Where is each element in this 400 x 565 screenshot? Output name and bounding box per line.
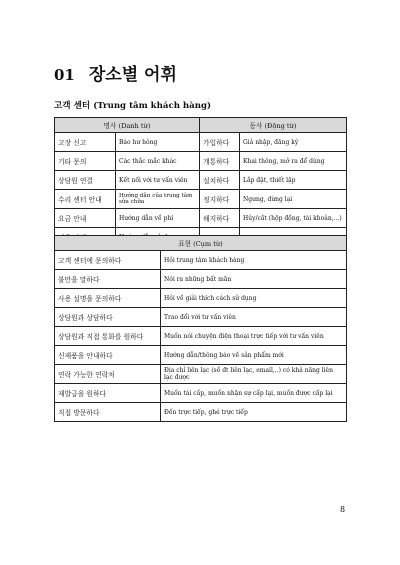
vocabulary-header-row [55, 118, 347, 133]
phrase-vietnamese-cell: Địa chỉ liên lạc (số đt liên lạc, email,..) có khả năng liên lạc được [161, 365, 347, 384]
phrase-korean-cell: 고객 센터에 문의하다 [55, 251, 161, 270]
table-row [55, 251, 347, 270]
noun-vietnamese-cell: Hướng dẫn của trung tâm sửa chữa [116, 190, 200, 209]
chapter-number: 01 [54, 66, 75, 84]
table-row [55, 152, 347, 171]
section-title-vi: (Trung tâm khách hàng) [93, 101, 212, 111]
phrase-korean-cell: 상담원과 상담하다 [55, 308, 161, 327]
table-row [55, 171, 347, 190]
noun-vietnamese-cell: Báo hư hỏng [116, 133, 200, 152]
verb-vietnamese-cell: Khai thông, mở ra để dùng [240, 152, 347, 171]
table-row [55, 270, 347, 289]
phrase-korean-cell: 재발급을 원하다 [55, 384, 161, 403]
noun-column-header: 명사 (Danh từ) [55, 118, 200, 133]
verb-vietnamese-cell: Ngưng, dừng lại [240, 190, 347, 209]
table-row [55, 346, 347, 365]
phrase-vietnamese-cell: Hướng dẫn/thông báo về sản phẩm mới [161, 346, 347, 365]
verb-vietnamese-cell: Hủy/cắt (hộp đồng, tài khoản,...) [240, 209, 347, 228]
verb-column-header: 동사 (Động từ) [200, 118, 347, 133]
verb-vietnamese-cell: Lắp đặt, thiết lập [240, 171, 347, 190]
phrase-vietnamese-cell: Hỏi về giải thích cách sử dụng [161, 289, 347, 308]
noun-vietnamese-cell: Các thắc mắc khác [116, 152, 200, 171]
noun-vietnamese-cell: Kết nối với tư vấn viên [116, 171, 200, 190]
table-row [55, 403, 347, 422]
table-row [55, 384, 347, 403]
vocabulary-body [55, 133, 347, 247]
phrase-korean-cell: 상담원과 직접 통화를 원하다 [55, 327, 161, 346]
table-row [55, 133, 347, 152]
phrase-vietnamese-cell: Nói ra những bất mãn [161, 270, 347, 289]
verb-korean-cell: 가입하다 [200, 133, 240, 152]
table-row [55, 209, 347, 228]
table-row [55, 308, 347, 327]
phrase-header-row [55, 236, 347, 251]
noun-korean-cell: 수리 센터 안내 [55, 190, 116, 209]
noun-korean-cell: 기타 문의 [55, 152, 116, 171]
verb-korean-cell: 정지하다 [200, 190, 240, 209]
phrase-vietnamese-cell: Muốn tái cấp, muốn nhận sự cấp lại, muốn được cấp lại [161, 384, 347, 403]
noun-vietnamese-cell: Hướng dẫn về phí [116, 209, 200, 228]
phrase-table [54, 235, 347, 422]
phrase-vietnamese-cell: Trao đổi với tư vấn viên [161, 308, 347, 327]
noun-korean-cell: 고장 신고 [55, 133, 116, 152]
verb-vietnamese-cell: Giả nhập, đăng ký [240, 133, 347, 152]
phrase-vietnamese-cell: Hỏi trung tâm khách hàng [161, 251, 347, 270]
phrase-korean-cell: 신제품을 안내하다 [55, 346, 161, 365]
phrase-korean-cell: 불만을 말하다 [55, 270, 161, 289]
verb-korean-cell: 개통하다 [200, 152, 240, 171]
phrase-korean-cell: 사용 설명을 문의하다 [55, 289, 161, 308]
chapter-heading [54, 60, 177, 85]
phrase-vietnamese-cell: Muốn nói chuyện điện thoại trực tiếp với tư vấn viên [161, 327, 347, 346]
table-row [55, 327, 347, 346]
noun-korean-cell: 상담원 연결 [55, 171, 116, 190]
verb-korean-cell: 해지하다 [200, 209, 240, 228]
chapter-title: 장소별 어휘 [88, 65, 177, 85]
page-number: 8 [340, 505, 346, 514]
table-row [55, 190, 347, 209]
table-row [55, 289, 347, 308]
phrase-vietnamese-cell: Đến trực tiếp, ghé trực tiếp [161, 403, 347, 422]
table-row [55, 365, 347, 384]
section-heading [54, 99, 211, 111]
section-title-ko: 고객 센터 [54, 101, 91, 111]
phrase-korean-cell: 직접 방문하다 [55, 403, 161, 422]
vocabulary-table [54, 117, 347, 247]
phrase-body [55, 251, 347, 422]
verb-korean-cell: 설치하다 [200, 171, 240, 190]
phrase-korean-cell: 연락 가능한 연락처 [55, 365, 161, 384]
phrase-column-header: 표현 (Cụm từ) [55, 236, 347, 251]
noun-korean-cell: 요금 안내 [55, 209, 116, 228]
